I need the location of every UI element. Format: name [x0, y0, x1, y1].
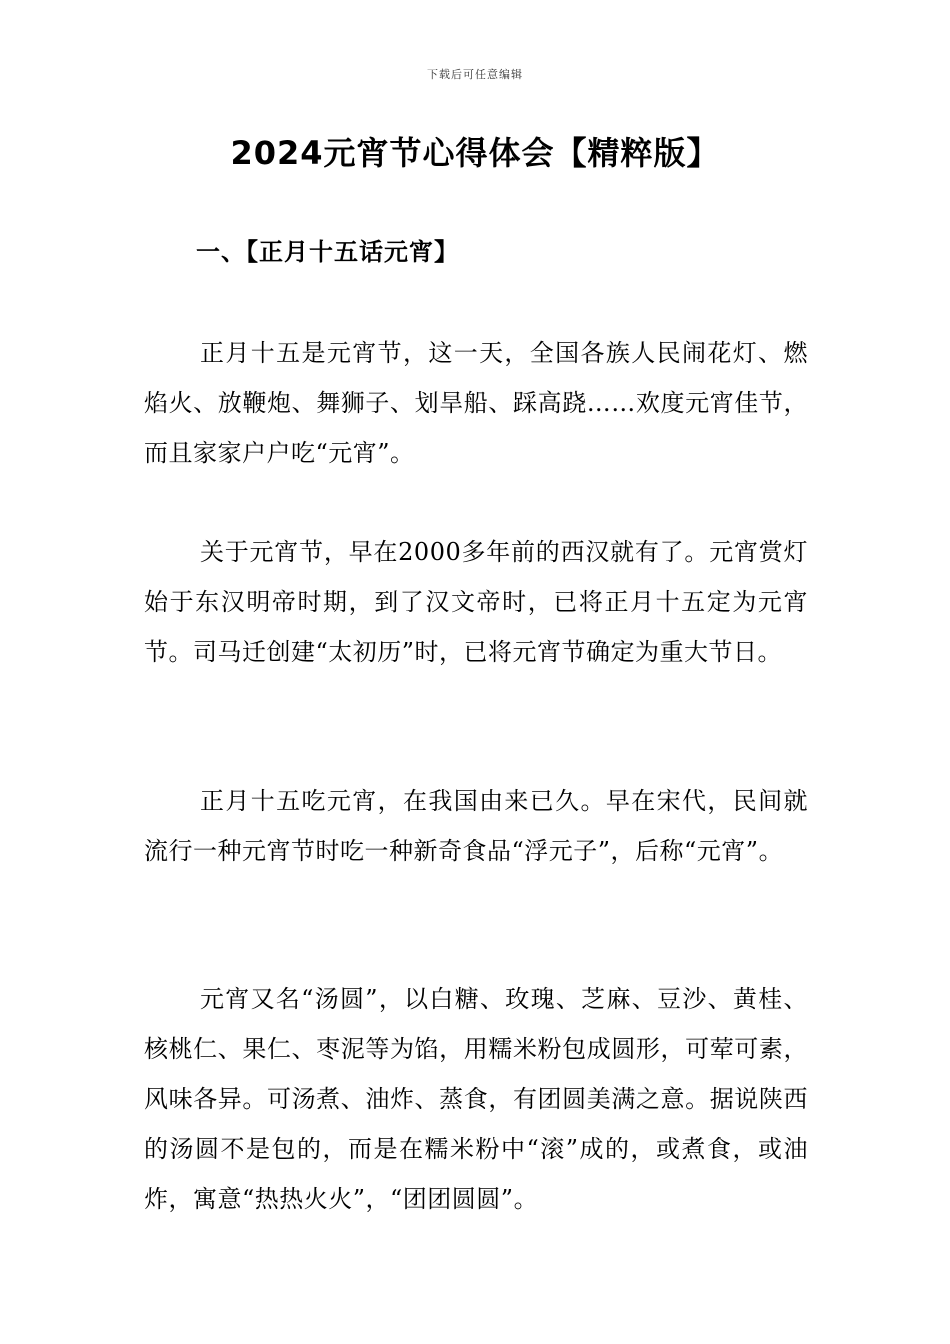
document-title: 2024元宵节心得体会【精粹版】: [230, 134, 720, 172]
paragraph-eating-yuanxiao: 正月十五吃元宵，在我国由来已久。早在宋代，民间就流行一种元宵节时吃一种新奇食品“浮元子”，后称“元宵”。: [144, 787, 808, 865]
paragraph-lantern-festival-intro: 正月十五是元宵节，这一天，全国各族人民闹花灯、燃焰火、放鞭炮、舞狮子、划旱船、踩高跷……欢度元宵佳节，而且家家户户吃“元宵”。: [144, 339, 808, 467]
section-heading: 一、【正月十五话元宵】: [196, 237, 459, 266]
header-note: 下载后可任意编辑: [427, 68, 523, 81]
paragraph-festival-history: 关于元宵节，早在2000多年前的西汉就有了。元宵赏灯始于东汉明帝时期，到了汉文帝时，已将正月十五定为元宵节。司马迁创建“太初历”时，已将元宵节确定为重大节日。: [144, 538, 808, 666]
paragraph-tangyuan: 元宵又名“汤圆”，以白糖、玫瑰、芝麻、豆沙、黄桂、核桃仁、果仁、枣泥等为馅，用糯米粉包成圆形，可荤可素，风味各异。可汤煮、油炸、蒸食，有团圆美满之意。据说陕西的汤圆不是包的，而是在糯米粉中“滚”成的，或煮食，或油炸，寓意“热热火火”，“团团圆圆”。: [144, 985, 808, 1213]
